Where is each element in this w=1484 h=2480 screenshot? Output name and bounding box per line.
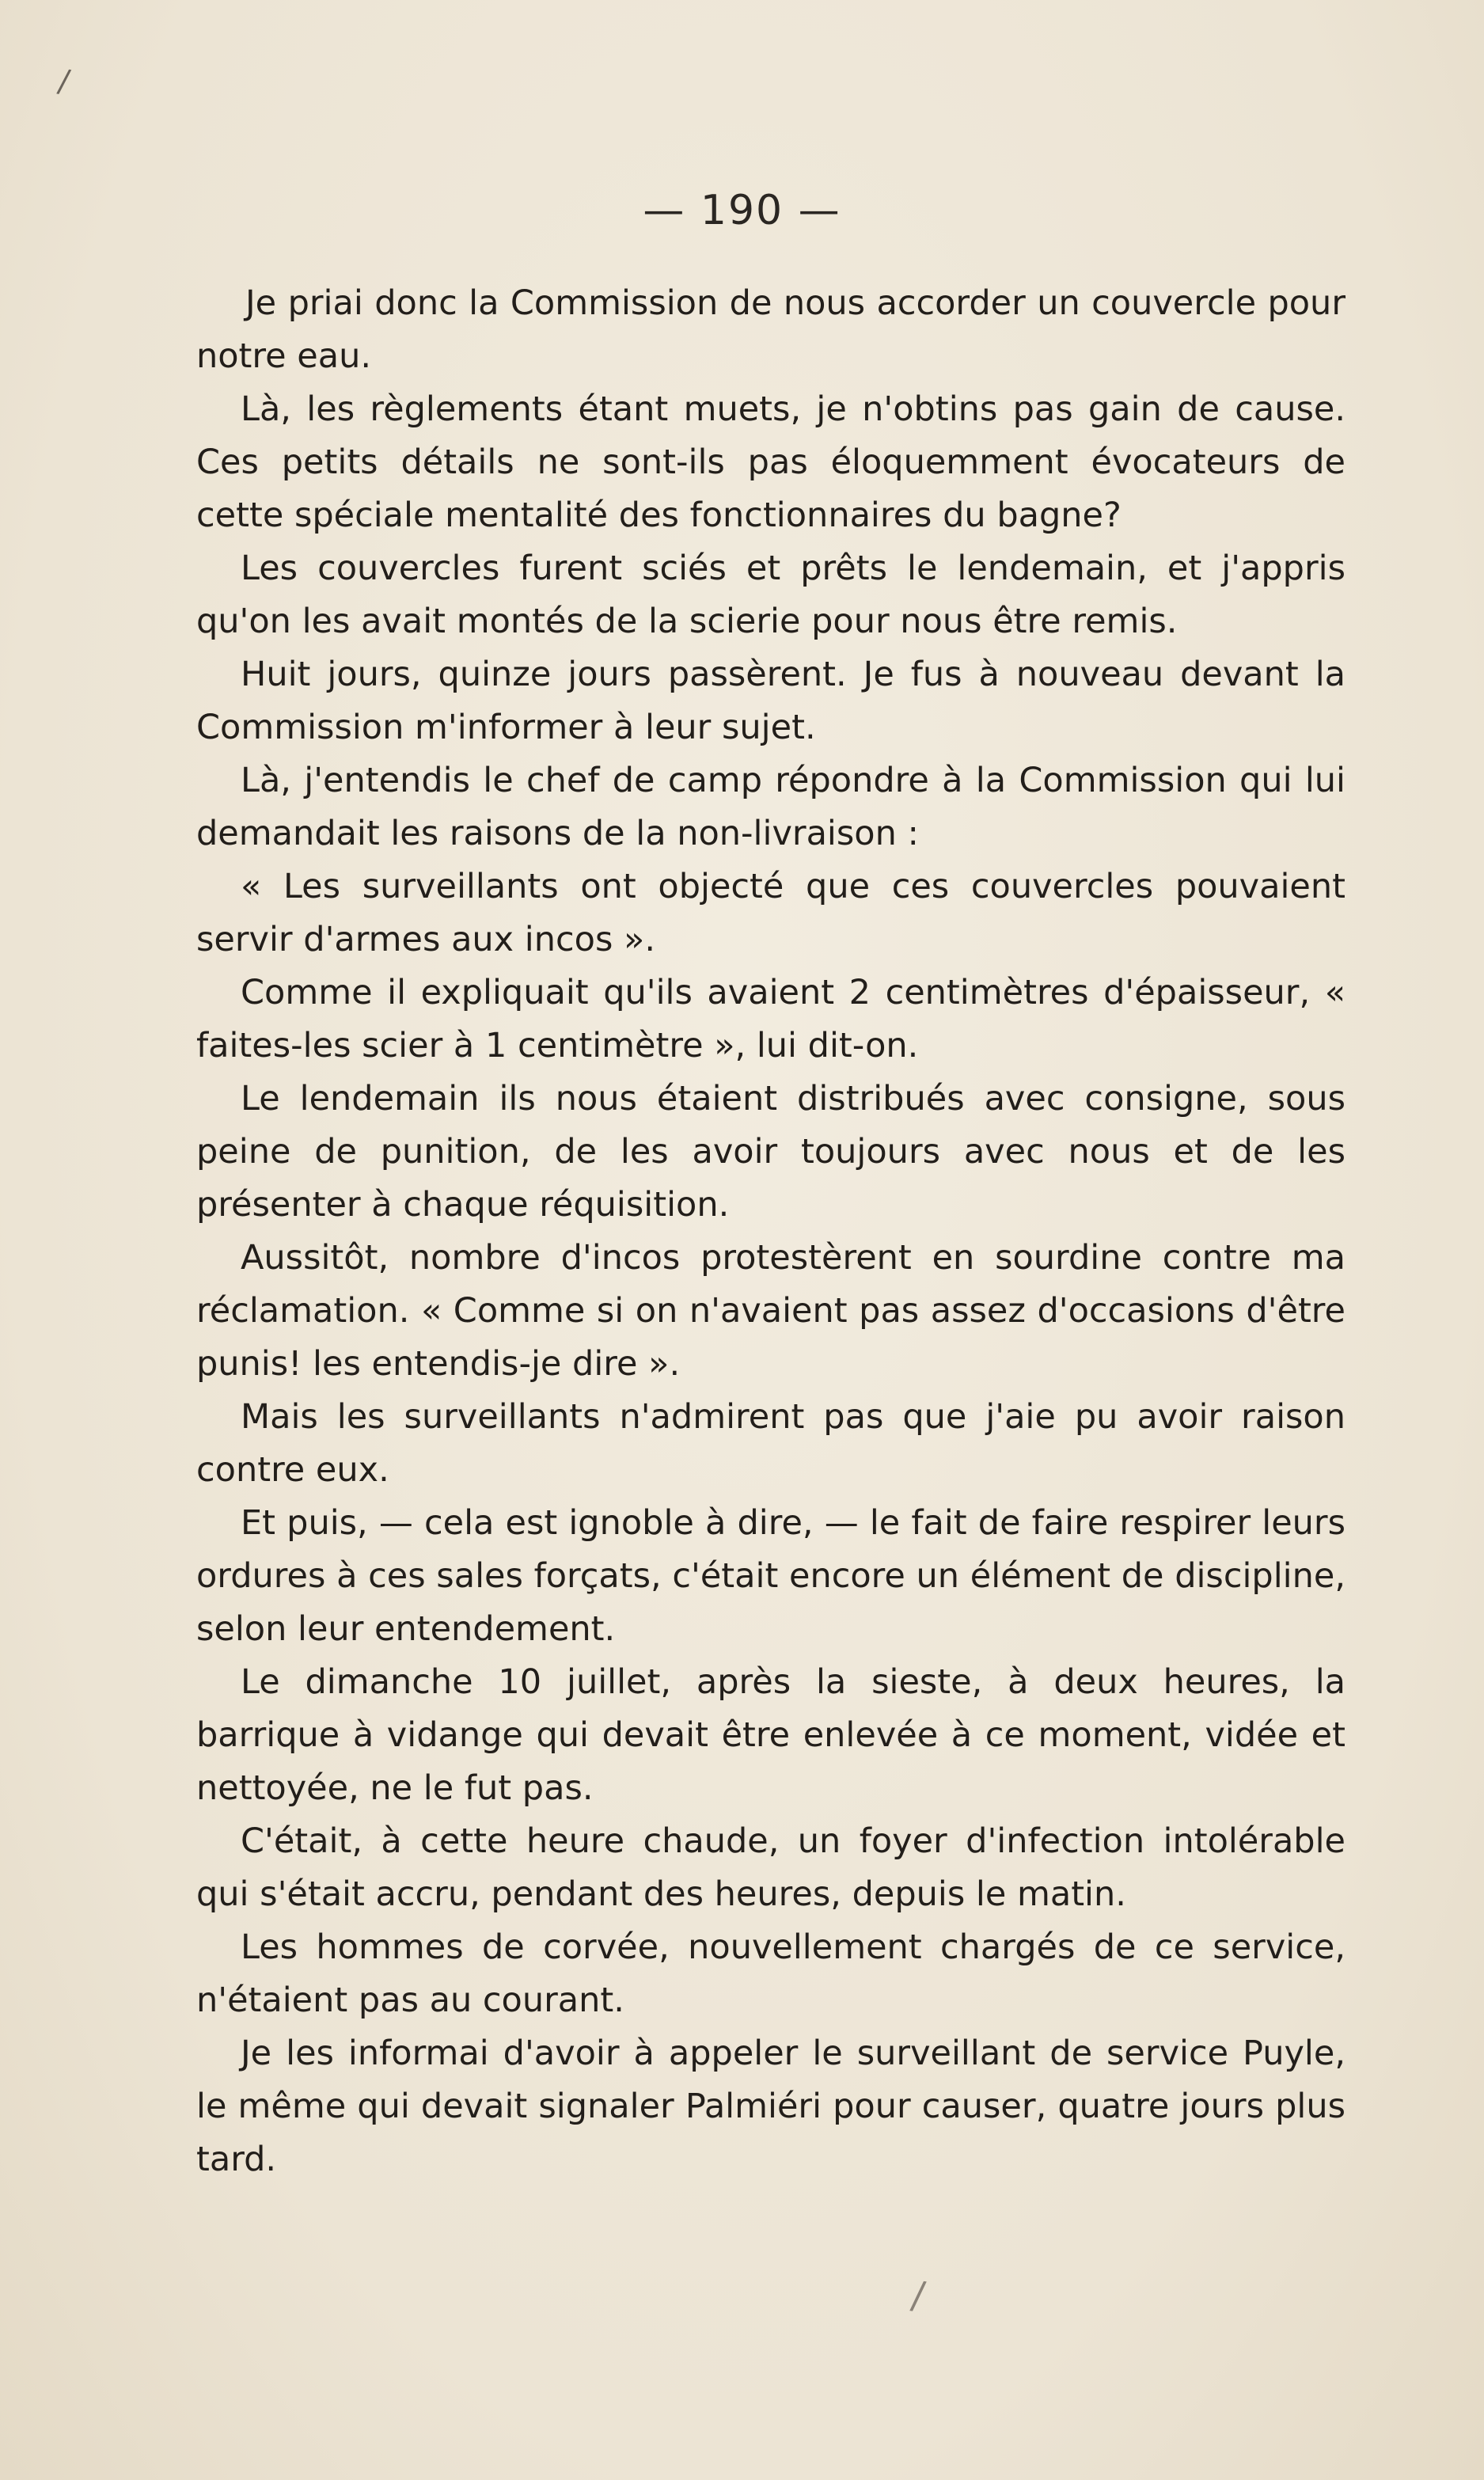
paragraph: Je les informai d'avoir à appeler le surveillant de service Puyle, le même qui devait signaler Palmiéri pour causer, quatre jours plus tard. xyxy=(196,2034,1345,2179)
paragraph: Huit jours, quinze jours passèrent. Je fus à nouveau devant la Commission m'informer à leur sujet. xyxy=(196,655,1345,747)
paragraph: Le lendemain ils nous étaient distribués avec consigne, sous peine de punition, de les avoir toujours avec nous et de les présenter à chaque réquisition. xyxy=(196,1079,1345,1225)
paragraph: Je priai donc la Commission de nous accorder un couvercle pour notre eau. xyxy=(196,283,1345,376)
paragraph: Là, j'entendis le chef de camp répondre à la Commission qui lui demandait les raisons de la non-livraison : xyxy=(196,761,1345,853)
paragraph: Là, les règlements étant muets, je n'obtins pas gain de cause. Ces petits détails ne sont-ils pas éloquemment évocateurs de cette spéciale mentalité des fonctionnaires du bagne? xyxy=(196,389,1345,535)
margin-mark-bottom: / xyxy=(909,2273,928,2319)
paragraph: Comme il expliquait qu'ils avaient 2 centimètres d'épaisseur, « faites-les scier à 1 centimètre », lui dit-on. xyxy=(196,973,1345,1065)
page-number: — 190 — xyxy=(643,187,841,234)
paragraph: C'était, à cette heure chaude, un foyer d'infection intolérable qui s'était accru, pendant des heures, depuis le matin. xyxy=(196,1821,1345,1914)
body-text xyxy=(196,277,1345,2186)
paragraph: Les couvercles furent sciés et prêts le lendemain, et j'appris qu'on les avait montés de la scierie pour nous être remis. xyxy=(196,549,1345,641)
paragraph: Mais les surveillants n'admirent pas que j'aie pu avoir raison contre eux. xyxy=(196,1397,1345,1490)
paragraph: Aussitôt, nombre d'incos protestèrent en sourdine contre ma réclamation. « Comme si on n'avaient pas assez d'occasions d'être punis! les entendis-je dire ». xyxy=(196,1238,1345,1384)
paragraph: « Les surveillants ont objecté que ces couvercles pouvaient servir d'armes aux incos ». xyxy=(196,867,1345,959)
paragraph: Les hommes de corvée, nouvellement chargés de ce service, n'étaient pas au courant. xyxy=(196,1927,1345,2020)
paragraph: Et puis, — cela est ignoble à dire, — le fait de faire respirer leurs ordures à ces sales forçats, c'était encore un élément de discipline, selon leur entendement. xyxy=(196,1503,1345,1649)
paragraph: Le dimanche 10 juillet, après la sieste, à deux heures, la barrique à vidange qui devait être enlevée à ce moment, vidée et nettoyée, ne le fut pas. xyxy=(196,1662,1345,1808)
margin-mark-top: / xyxy=(55,63,73,101)
